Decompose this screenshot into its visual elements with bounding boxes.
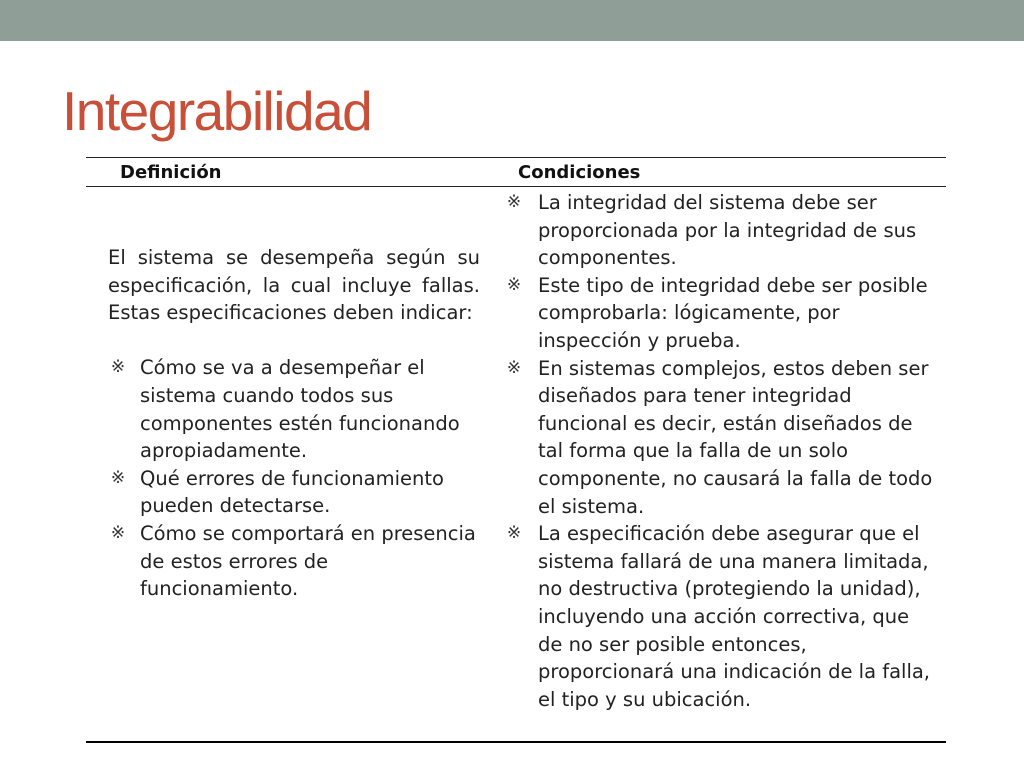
list-item xyxy=(504,520,934,713)
list-item xyxy=(108,354,480,464)
list-item-text: La especificación debe asegurar que el sistema fallará de una manera limitada, no destructiva (protegiendo la unidad), incluyendo una acción correctiva, que de no ser posible entonces, proporcionará una indicación de la falla, el tipo y su ubicación. xyxy=(538,522,931,711)
header-definicion: Definición xyxy=(120,162,222,183)
reference-mark-icon: ※ xyxy=(506,274,522,295)
list-item xyxy=(504,189,934,272)
reference-mark-icon: ※ xyxy=(110,522,126,543)
reference-mark-icon: ※ xyxy=(506,523,522,544)
table-bottom-rule xyxy=(86,741,946,743)
list-item xyxy=(504,272,934,355)
list-item-text: En sistemas complejos, estos deben ser diseñados para tener integridad funcional es decir, están diseñados de tal forma que la falla de un solo componente, no causará la falla de todo el sistema. xyxy=(538,356,933,518)
list-item-text: Este tipo de integridad debe ser posible comprobarla: lógicamente, por inspección y prueba. xyxy=(538,273,928,352)
reference-mark-icon: ※ xyxy=(110,357,126,378)
reference-mark-icon: ※ xyxy=(506,192,522,212)
list-item-text: Cómo se comportará en presencia de estos errores de funcionamiento. xyxy=(140,521,476,601)
definicion-cell xyxy=(108,244,480,603)
definicion-list xyxy=(108,354,480,602)
list-item-text: La integridad del sistema debe ser proporcionada por la integridad de sus componentes. xyxy=(538,191,917,270)
list-item-text: Cómo se va a desempeñar el sistema cuando todos sus componentes estén funcionando apropiadamente. xyxy=(140,356,460,463)
reference-mark-icon: ※ xyxy=(110,467,126,488)
slide-title: Integrabilidad xyxy=(62,80,372,142)
condiciones-list xyxy=(504,189,934,713)
list-item xyxy=(504,355,934,521)
reference-mark-icon: ※ xyxy=(506,357,522,378)
header-bar xyxy=(0,0,1024,41)
definicion-intro: El sistema se desempeña según su especificación, la cual incluye fallas. Estas especificaciones deben indicar: xyxy=(108,246,480,325)
header-condiciones: Condiciones xyxy=(518,162,641,183)
table-header-rule xyxy=(86,186,946,187)
paragraph-spacer xyxy=(108,327,480,355)
table-top-rule xyxy=(86,157,946,158)
list-item xyxy=(108,465,480,520)
condiciones-cell xyxy=(504,189,934,713)
list-item-text: Qué errores de funcionamiento pueden detectarse. xyxy=(140,466,444,518)
list-item xyxy=(108,520,480,603)
